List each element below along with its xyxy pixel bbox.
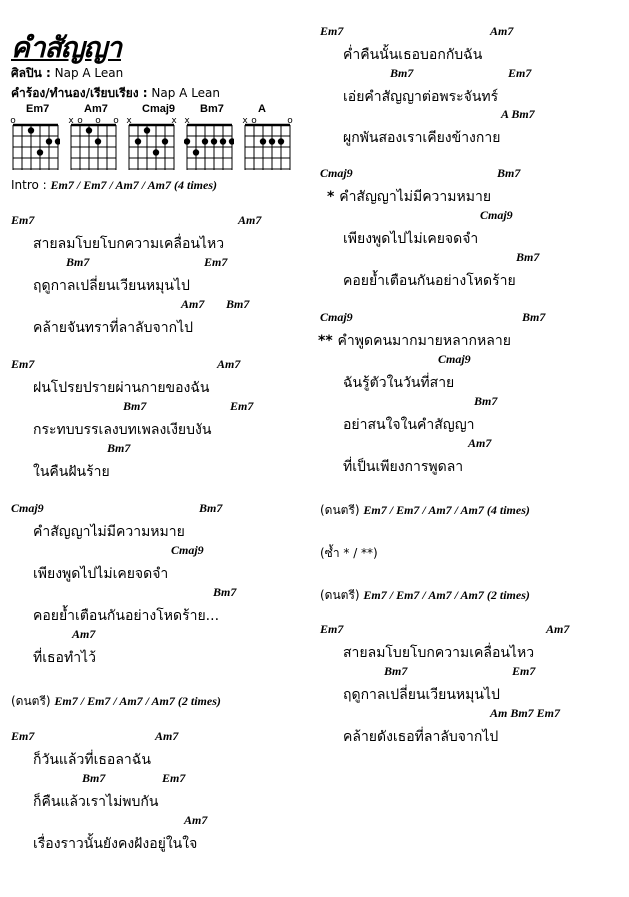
lyric-text: เพียงพูดไปไม่เคยจดจำ (343, 231, 479, 247)
string-marker: x (171, 116, 177, 126)
finger-dot (28, 127, 34, 133)
lyric-text: ก็วันแล้วที่เธอลาฉัน (33, 752, 151, 768)
instrumental-chords: Em7 / Em7 / Am7 / Am7 (2 times) (363, 588, 530, 602)
lyric-line (33, 647, 96, 669)
string-marker: x (184, 116, 190, 126)
chord-symbol: Em7 (230, 399, 254, 413)
lyric-line (33, 233, 224, 255)
lyric-text: คอยย้ำเตือนกันอย่างโหดร้าย... (33, 608, 220, 624)
credits-line (11, 84, 220, 103)
intro-label: Intro : (11, 178, 47, 192)
finger-dot (269, 138, 275, 144)
lyric-line (343, 456, 463, 478)
chord-diagram-a (242, 103, 300, 175)
fretboard-grid (126, 123, 176, 173)
lyric-line (343, 270, 516, 292)
chord-symbol: Am7 (155, 729, 179, 743)
fretboard-grid (68, 123, 118, 173)
chord-symbol: Bm7 (474, 394, 498, 408)
lyric-text: ฤดูกาลเปลี่ยนเวียนหมุนไป (33, 278, 190, 294)
chord-symbol: Cmaj9 (11, 501, 44, 515)
chord-symbol: Cmaj9 (320, 166, 353, 180)
lyric-line (33, 419, 211, 441)
chord-symbol: Bm7 (522, 310, 546, 324)
chord-symbol: Am7 (181, 297, 205, 311)
chord-symbol: Bm7 (82, 771, 106, 785)
lyric-line (318, 330, 511, 352)
chord-symbol: Am Bm7 Em7 (490, 706, 561, 720)
string-marker: x (242, 116, 248, 126)
instrumental-line (11, 692, 221, 711)
chord-symbol: Bm7 (107, 441, 131, 455)
instrumental-chords: Em7 / Em7 / Am7 / Am7 (2 times) (54, 694, 221, 708)
string-marker: o (10, 116, 16, 126)
lyric-line (343, 414, 475, 436)
fretboard-grid (10, 123, 60, 173)
chord-symbol: Cmaj9 (320, 310, 353, 324)
chord-symbol: Bm7 (497, 166, 521, 180)
string-marker: o (113, 116, 119, 126)
finger-dot (202, 138, 208, 144)
lyric-line (33, 749, 151, 771)
finger-dot (37, 149, 43, 155)
fretboard-grid (184, 123, 234, 173)
lyric-text: ที่เธอทำไว้ (33, 650, 96, 666)
section-marker: ** (318, 333, 338, 349)
lyric-line (343, 372, 454, 394)
instrumental-label: (ดนตรี) (320, 588, 364, 602)
lyric-text: ฤดูกาลเปลี่ยนเวียนหมุนไป (343, 687, 500, 703)
finger-dot (55, 138, 60, 144)
chord-symbol: Cmaj9 (171, 543, 204, 557)
lyric-text: ฉันรู้ตัวในวันที่สาย (343, 375, 455, 391)
lyric-text: คล้ายดังเธอที่ลาลับจากไป (343, 729, 499, 745)
lyric-line (33, 833, 197, 855)
finger-dot (95, 138, 101, 144)
chord-symbol: Em7 (162, 771, 186, 785)
artist-label: ศิลปิน : (11, 66, 51, 80)
chord-symbol: Em7 (11, 213, 35, 227)
lyric-text: สายลมโบยโบกความเคลื่อนไหว (343, 645, 535, 661)
lyric-line (343, 684, 500, 706)
chord-symbol: Em7 (204, 255, 228, 269)
finger-dot (229, 138, 234, 144)
lyric-line (343, 44, 482, 66)
chord-diagram-name: Bm7 (200, 103, 224, 115)
chord-symbol: A Bm7 (501, 107, 535, 121)
instrumental-line (320, 586, 530, 605)
lyric-line (343, 86, 498, 108)
chord-symbol: Em7 (512, 664, 536, 678)
lyric-text: คอยย้ำเตือนกันอย่างโหดร้าย (343, 273, 516, 289)
string-marker: o (77, 116, 83, 126)
chord-symbol: Am7 (546, 622, 570, 636)
lyric-line (33, 791, 158, 813)
lyric-text: ในคืนฝันร้าย (33, 464, 110, 480)
lyric-line (33, 377, 209, 399)
lyric-line (343, 127, 500, 149)
chord-symbol: Am7 (468, 436, 492, 450)
chord-symbol: Bm7 (384, 664, 408, 678)
lyric-line (33, 461, 110, 483)
lyric-text: คำสัญญาไม่มีความหมาย (339, 189, 492, 205)
chord-symbol: Cmaj9 (480, 208, 513, 222)
chord-diagram-bm7 (184, 103, 242, 175)
string-marker: x (68, 116, 74, 126)
finger-dot (135, 138, 141, 144)
lyric-line (33, 563, 168, 585)
lyric-text: คำสัญญาไม่มีความหมาย (33, 524, 185, 540)
finger-dot (86, 127, 92, 133)
lyric-text: สายลมโบยโบกความเคลื่อนไหว (33, 236, 225, 252)
string-marker: x (126, 116, 132, 126)
chord-symbol: Bm7 (66, 255, 90, 269)
chord-diagram-name: Am7 (84, 103, 108, 115)
chord-symbol: Em7 (11, 357, 35, 371)
lyric-text: กระทบบรรเลงบทเพลงเงียบงัน (33, 422, 212, 438)
chord-symbol: Bm7 (516, 250, 540, 264)
chord-symbol: Em7 (11, 729, 35, 743)
finger-dot (184, 138, 190, 144)
lyric-line (33, 605, 219, 627)
chord-symbol: Cmaj9 (438, 352, 471, 366)
lyric-text: ที่เป็นเพียงการพูดลา (343, 459, 464, 475)
lyric-line (343, 228, 478, 250)
string-marker: o (251, 116, 257, 126)
lyric-text: ค่ำคืนนั้นเธอบอกกับฉัน (343, 47, 483, 63)
chord-symbol: Em7 (320, 24, 344, 38)
finger-dot (278, 138, 284, 144)
finger-dot (144, 127, 150, 133)
credits-label: คำร้อง/ทำนอง/เรียบเรียง : (11, 86, 148, 100)
lyric-text: คล้ายจันทราที่ลาลับจากไป (33, 320, 193, 336)
lyric-line (343, 726, 498, 748)
chord-symbol: Bm7 (213, 585, 237, 599)
finger-dot (260, 138, 266, 144)
instrumental-label: (ดนตรี) (320, 503, 364, 517)
string-marker: o (95, 116, 101, 126)
chord-diagram-am7 (68, 103, 126, 175)
chord-diagram-em7 (10, 103, 68, 175)
chord-diagram-name: Cmaj9 (142, 103, 176, 115)
lyric-line (327, 186, 491, 208)
finger-dot (162, 138, 168, 144)
lyric-text: ฝนโปรยปรายผ่านกายของฉัน (33, 380, 210, 396)
chord-symbol: Am7 (238, 213, 262, 227)
lyric-text: เพียงพูดไปไม่เคยจดจำ (33, 566, 169, 582)
fretboard-grid (242, 123, 292, 173)
repeat-instruction: (ซ้ำ * / **) (320, 546, 378, 560)
lyric-text: ก็คืนแล้วเราไม่พบกัน (33, 794, 159, 810)
lyric-line (33, 317, 193, 339)
lyric-text: ผูกพันสองเราเคียงข้างกาย (343, 130, 501, 146)
lyric-line (33, 521, 185, 543)
instrumental-line (320, 501, 530, 520)
chord-symbol: Am7 (184, 813, 208, 827)
instrumental-chords: Em7 / Em7 / Am7 / Am7 (4 times) (363, 503, 530, 517)
finger-dot (46, 138, 52, 144)
chord-symbol: Em7 (508, 66, 532, 80)
finger-dot (153, 149, 159, 155)
lyric-text: คำพูดคนมากมายหลากหลาย (337, 333, 511, 349)
chord-symbol: Bm7 (123, 399, 147, 413)
lyric-line (343, 642, 534, 664)
lyric-line (33, 275, 190, 297)
lyric-text: เอ่ยคำสัญญาต่อพระจันทร์ (343, 89, 499, 105)
lyric-text: อย่าสนใจในคำสัญญา (343, 417, 475, 433)
section-marker: * (327, 189, 340, 205)
song-title: คำสัญญา (11, 31, 121, 64)
intro-line (11, 178, 217, 193)
chord-diagram-cmaj9 (126, 103, 184, 175)
intro-chords: Em7 / Em7 / Am7 / Am7 (4 times) (50, 178, 217, 192)
artist-line (11, 64, 123, 83)
chord-symbol: Am7 (72, 627, 96, 641)
chord-diagram-name: A (258, 103, 266, 115)
artist-value: Nap A Lean (54, 66, 124, 80)
chord-symbol: Bm7 (390, 66, 414, 80)
chord-diagram-name: Em7 (26, 103, 50, 115)
chord-symbol: Em7 (320, 622, 344, 636)
credits-value: Nap A Lean (151, 86, 221, 100)
finger-dot (193, 149, 199, 155)
instrumental-label: (ดนตรี) (11, 694, 55, 708)
chord-symbol: Am7 (490, 24, 514, 38)
finger-dot (211, 138, 217, 144)
lyric-text: เรื่องราวนั้นยังคงฝังอยู่ในใจ (33, 836, 198, 852)
finger-dot (220, 138, 226, 144)
string-marker: o (287, 116, 293, 126)
chord-symbol: Am7 (217, 357, 241, 371)
chord-symbol: Bm7 (226, 297, 250, 311)
chord-symbol: Bm7 (199, 501, 223, 515)
